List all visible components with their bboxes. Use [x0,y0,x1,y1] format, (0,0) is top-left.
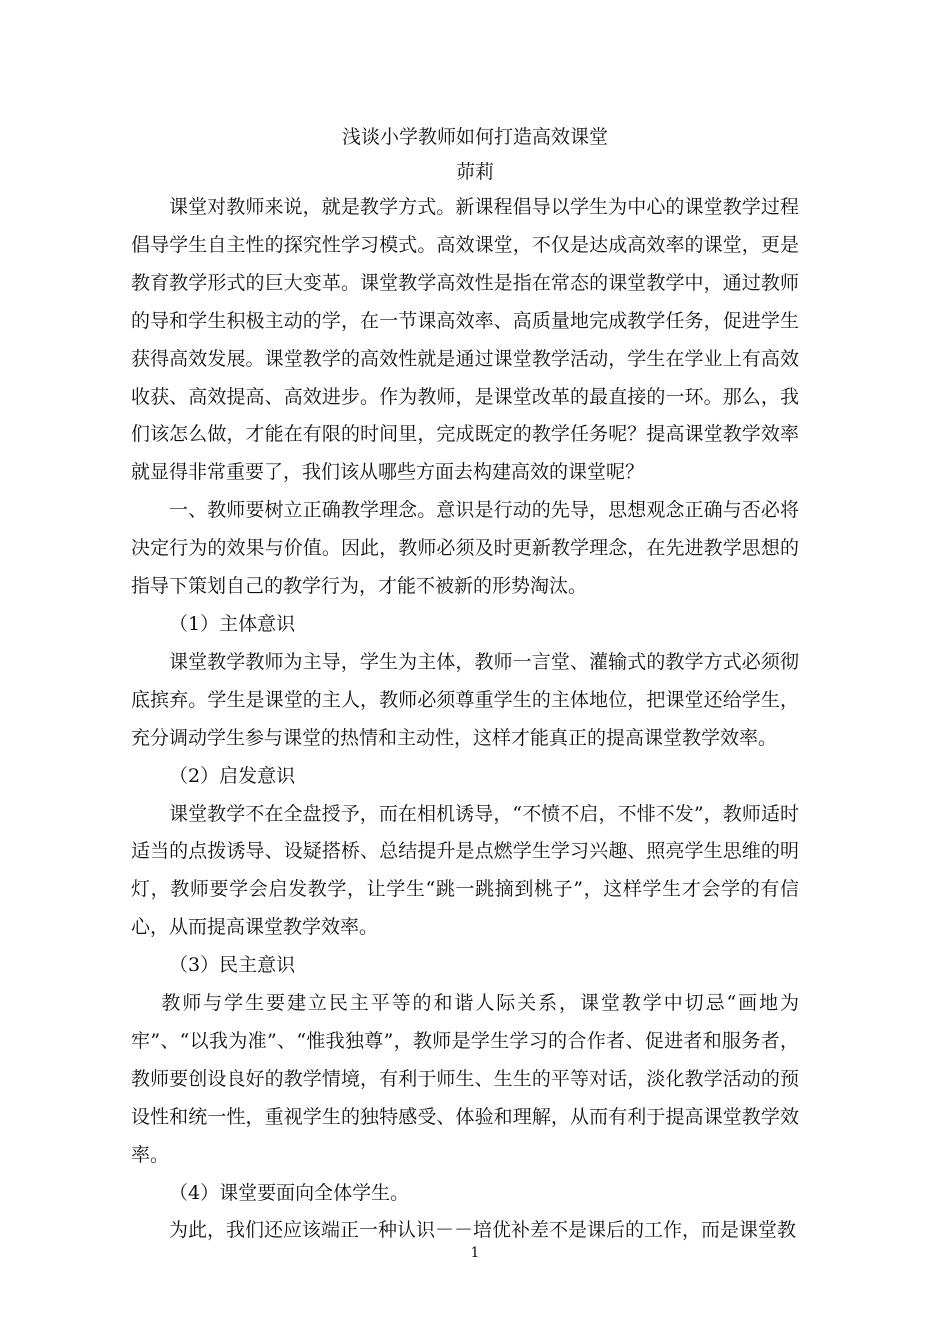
paragraph-inspiration-awareness: 课堂教学不在全盘授予，而在相机诱导，“不愤不启，不悱不发”，教师适时适当的点拨诱导、设疑搭桥、总结提升是点燃学生学习兴趣、照亮学生思维的明灯，教师要学会启发教学，让学生“跳一跳摘到桃子”，这样学生才会学的有信心，从而提高课堂教学效率。 [131,802,799,939]
paragraph-subject-awareness: 课堂教学教师为主导，学生为主体，教师一言堂、灌输式的教学方式必须彻底摈弃。学生是课堂的主人，教师必须尊重学生的主体地位，把课堂还给学生，充分调动学生参与课堂的热情和主动性，这样才能真正的提高课堂教学效率。 [131,650,799,749]
document-body [131,189,799,1250]
subheading-inspiration-awareness: （2）启发意识 [169,764,296,787]
page-number: 1 [470,1245,480,1261]
paragraph-intro: 课堂对教师来说，就是教学方式。新课程倡导以学生为中心的课堂教学过程倡导学生自主性的探究性学习模式。高效课堂，不仅是达成高效率的课堂，更是教育教学形式的巨大变革。课堂教学高效性是指在常态的课堂教学中，通过教师的导和学生积极主动的学，在一节课高效率、高质量地完成教学任务，促进学生获得高效发展。课堂教学的高效性就是通过课堂教学活动，学生在学业上有高效收获、高效提高、高效进步。作为教师，是课堂改革的最直接的一环。那么，我们该怎么做，才能在有限的时间里，完成既定的教学任务呢？提高课堂教学效率就显得非常重要了，我们该从哪些方面去构建高效的课堂呢？ [131,196,799,484]
paragraph-democracy-awareness: 教师与学生要建立民主平等的和谐人际关系，课堂教学中切忌“画地为牢”、“以我为准”、“惟我独尊”，教师是学生学习的合作者、促进者和服务者，教师要创设良好的教学情境，有利于师生、生生的平等对话，淡化教学活动的预设性和统一性，重视学生的独特感受、体验和理解，从而有利于提高课堂教学效率。 [131,992,799,1166]
document-title: 浅谈小学教师如何打造高效课堂 [341,126,608,148]
subheading-all-students: （4）课堂要面向全体学生。 [169,1181,410,1204]
paragraph-section-one: 一、教师要树立正确教学理念。意识是行动的先导，思想观念正确与否必将决定行为的效果与价值。因此，教师必须及时更新教学理念，在先进教学思想的指导下策划自己的教学行为，才能不被新的形势淘汰。 [131,499,799,598]
subheading-subject-awareness: （1）主体意识 [169,612,296,635]
subheading-democracy-awareness: （3）民主意识 [169,954,296,977]
paragraph-all-students: 为此，我们还应该端正一种认识－－培优补差不是课后的工作，而是课堂教 [169,1219,797,1242]
document-author: 茆莉 [455,161,494,183]
